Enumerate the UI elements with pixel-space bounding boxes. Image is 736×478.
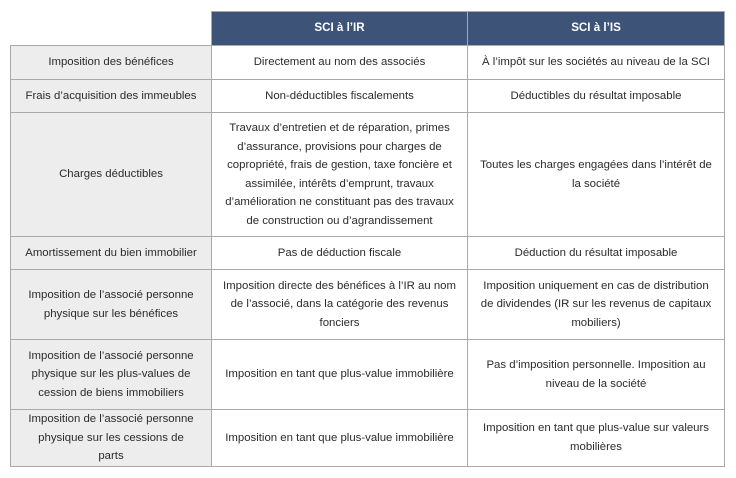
- table-row: [11, 270, 725, 340]
- header-sci-ir: SCI à l’IR: [212, 12, 468, 46]
- cell-sci-ir: Non-déductibles fiscalements: [212, 80, 468, 113]
- comparison-table: [10, 11, 725, 467]
- table-row: [11, 113, 725, 237]
- table-row: [11, 340, 725, 410]
- row-label: Imposition de l’associé personne physique sur les bénéfices: [11, 270, 212, 340]
- cell-sci-ir: Imposition en tant que plus-value immobilière: [212, 340, 468, 410]
- row-label: Charges déductibles: [11, 113, 212, 237]
- header-row: [11, 12, 725, 46]
- row-label: Frais d’acquisition des immeubles: [11, 80, 212, 113]
- cell-sci-is: Imposition uniquement en cas de distribution de dividendes (IR sur les revenus de capitaux mobiliers): [468, 270, 725, 340]
- cell-sci-ir: Pas de déduction fiscale: [212, 237, 468, 270]
- row-label: Imposition de l’associé personne physique sur les plus-values de cession de biens immobiliers: [11, 340, 212, 410]
- table-body: [11, 46, 725, 467]
- cell-sci-is: Toutes les charges engagées dans l’intérêt de la société: [468, 113, 725, 237]
- table-row: [11, 410, 725, 467]
- cell-sci-ir: Directement au nom des associés: [212, 46, 468, 80]
- row-label: Amortissement du bien immobilier: [11, 237, 212, 270]
- row-label: Imposition des bénéfices: [11, 46, 212, 80]
- cell-sci-ir: Travaux d’entretien et de réparation, primes d’assurance, provisions pour charges de copropriété, frais de gestion, taxe foncière et assimilée, intérêts d’emprunt, travaux d’amélioration ne constituant pas des travaux de construction ou d’agrandissement: [212, 113, 468, 237]
- cell-sci-is: Déductibles du résultat imposable: [468, 80, 725, 113]
- table-row: [11, 237, 725, 270]
- cell-sci-is: Déduction du résultat imposable: [468, 237, 725, 270]
- cell-sci-is: Pas d’imposition personnelle. Imposition au niveau de la société: [468, 340, 725, 410]
- header-corner-cell: [11, 12, 212, 46]
- table-header: [11, 12, 725, 46]
- cell-sci-is: Imposition en tant que plus-value sur valeurs mobilières: [468, 410, 725, 467]
- cell-sci-is: À l’impôt sur les sociétés au niveau de la SCI: [468, 46, 725, 80]
- table-row: [11, 46, 725, 80]
- table-row: [11, 80, 725, 113]
- cell-sci-ir: Imposition en tant que plus-value immobilière: [212, 410, 468, 467]
- header-sci-is: SCI à l’IS: [468, 12, 725, 46]
- row-label: Imposition de l’associé personne physique sur les cessions de parts: [11, 410, 212, 467]
- cell-sci-ir: Imposition directe des bénéfices à l’IR au nom de l’associé, dans la catégorie des revenus fonciers: [212, 270, 468, 340]
